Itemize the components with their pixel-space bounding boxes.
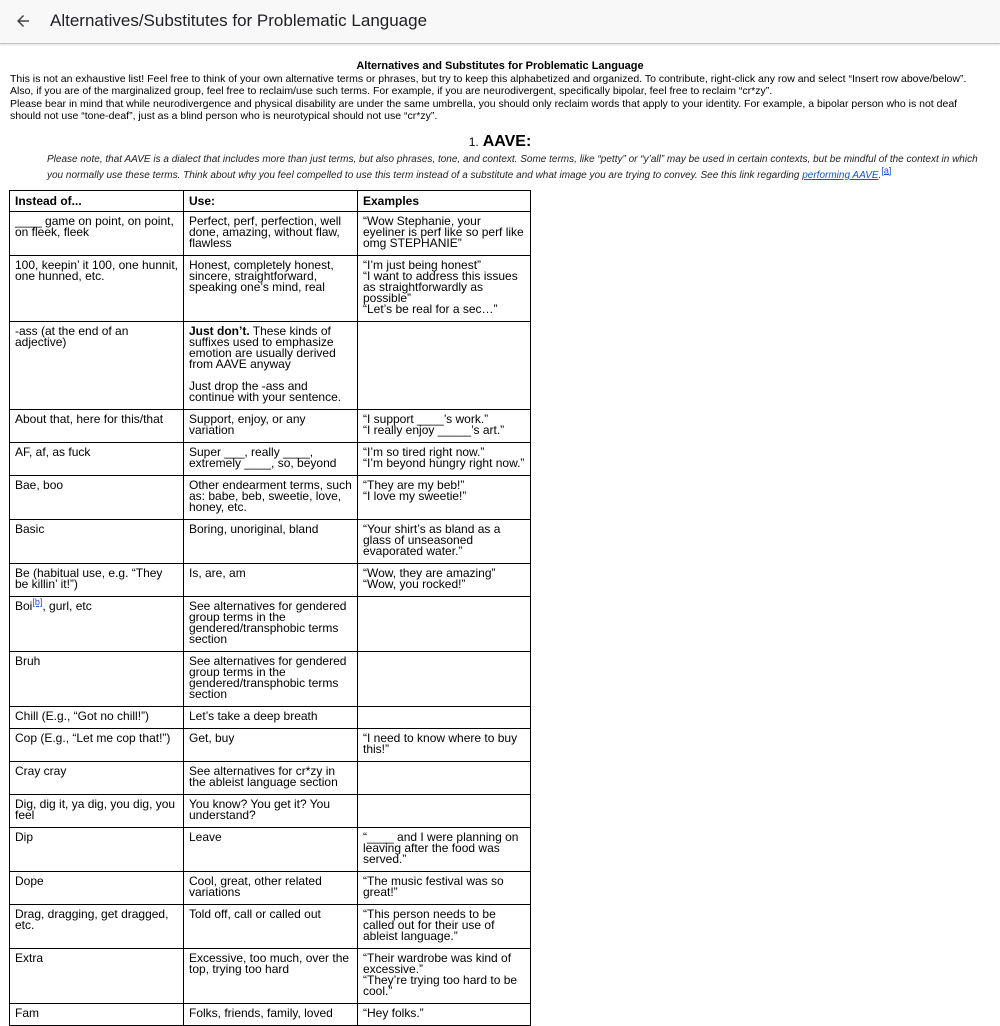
example-line: “Hey folks.” (363, 1006, 424, 1020)
instead-cell: Dig, dig it, ya dig, you dig, you feel (10, 795, 184, 828)
use-cell: Perfect, perf, perfection, well done, amazing, without flaw, flawless (184, 212, 358, 256)
table-row (10, 949, 531, 1004)
examples-cell (358, 872, 531, 905)
instead-cell: Cray cray (10, 762, 184, 795)
instead-cell: AF, af, as fuck (10, 443, 184, 476)
example-line: “They’re trying too hard to be cool.” (363, 973, 518, 998)
instead-text: Boi (15, 599, 33, 613)
examples-cell (358, 949, 531, 1004)
examples-cell (358, 564, 531, 597)
examples-cell (358, 828, 531, 872)
header-use: Use: (184, 191, 358, 212)
example-line: “I support ____’s work.” (363, 412, 489, 426)
instead-cell: Drag, dragging, get dragged, etc. (10, 905, 184, 949)
section-note (47, 152, 990, 183)
use-extra: Just drop the -ass and continue with your sentence. (189, 379, 342, 404)
header-examples: Examples (358, 191, 531, 212)
table-row (10, 707, 531, 729)
instead-cell: -ass (at the end of an adjective) (10, 322, 184, 410)
instead-text: , gurl, etc (42, 599, 92, 613)
examples-cell (358, 212, 531, 256)
table-row (10, 476, 531, 520)
examples-cell (358, 762, 531, 795)
example-line: “I want to address this issues as straightforwardly as possible” (363, 269, 518, 305)
example-line: “Their wardrobe was kind of excessive.” (363, 951, 512, 976)
example-line: “Wow, they are amazing” (363, 566, 496, 580)
table-row (10, 597, 531, 652)
document-body (10, 60, 990, 183)
use-cell: Other endearment terms, such as: babe, beb, sweetie, love, honey, etc. (184, 476, 358, 520)
header-instead-of: Instead of... (10, 191, 184, 212)
instead-cell: Dope (10, 872, 184, 905)
use-cell: Cool, great, other related variations (184, 872, 358, 905)
examples-cell (358, 410, 531, 443)
use-cell: Boring, unoriginal, bland (184, 520, 358, 564)
use-cell: Excessive, too much, over the top, trying too hard (184, 949, 358, 1004)
examples-cell (358, 476, 531, 520)
table-row (10, 905, 531, 949)
examples-cell (358, 707, 531, 729)
example-line: “I need to know where to buy this!” (363, 731, 518, 756)
terms-table (9, 190, 531, 1026)
intro-paragraph: This is not an exhaustive list! Feel free to think of your own alternative terms or phrases, but try to keep this alphabetized and organized. To contribute, right-click any row and select “Insert row above/below”. (10, 73, 967, 85)
example-line: “They are my beb!” (363, 478, 465, 492)
use-cell (184, 322, 358, 410)
instead-cell: Dip (10, 828, 184, 872)
table-row (10, 520, 531, 564)
example-line: “I really enjoy _____’s art.” (363, 423, 505, 437)
use-cell: Super ___, really ____, extremely ____, so, beyond (184, 443, 358, 476)
use-cell: Get, buy (184, 729, 358, 762)
example-line: “The music festival was so great!” (363, 874, 504, 899)
table-row (10, 762, 531, 795)
example-line: “Wow Stephanie, your eyeliner is perf like so perf like omg STEPHANIE” (363, 214, 524, 250)
example-line: “This person needs to be called out for their use of ableist language.” (363, 907, 496, 943)
example-line: “I’m so tired right now.” (363, 445, 485, 459)
section-note-text: Please note, that AAVE is a dialect that includes more than just terms, but also phrases, tone, and context. Some terms, like “petty” or “y’all” may be used in certain contexts, but be mindful of the context in which you normally use these terms. Think about why you feel compelled to use this term instead of a substitute and what image you are trying to convey. See this link regarding (47, 154, 978, 181)
use-text: These kinds of suffixes used to emphasize emotion are usually derived from AAVE anyway (189, 324, 336, 371)
table-row (10, 872, 531, 905)
example-line: “____ and I were planning on leaving after the food was served.” (363, 830, 519, 866)
intro-paragraph: Also, if you are of the marginalized group, feel free to reclaim/use such terms. For example, if you are neurodivergent, specifically bipolar, feel free to reclaim “cr*zy”. (10, 85, 773, 98)
instead-cell: Cop (E.g., “Let me cop that!”) (10, 729, 184, 762)
table-row (10, 652, 531, 707)
examples-cell (358, 520, 531, 564)
use-emphasis: Just don’t. (189, 324, 250, 338)
example-line: “I love my sweetie!” (363, 489, 467, 503)
instead-cell: Extra (10, 949, 184, 1004)
footnote-a-link[interactable]: [a] (881, 165, 892, 176)
example-line: “I’m just being honest” (363, 258, 482, 272)
example-line: “I’m beyond hungry right now.” (363, 456, 525, 470)
use-cell: You know? You get it? You understand? (184, 795, 358, 828)
examples-cell (358, 905, 531, 949)
section-note-end: . (878, 169, 882, 181)
table-row (10, 212, 531, 256)
use-cell: See alternatives for gendered group terms in the gendered/transphobic terms section (184, 597, 358, 652)
table-row (10, 443, 531, 476)
example-line: “Wow, you rocked!” (363, 577, 466, 591)
table-row (10, 564, 531, 597)
instead-cell: Bae, boo (10, 476, 184, 520)
instead-cell (10, 597, 184, 652)
example-line: “Let’s be real for a sec…” (363, 302, 498, 316)
app-title: Alternatives/Substitutes for Problematic Language (50, 11, 428, 30)
examples-cell (358, 597, 531, 652)
footnote-b-link[interactable]: [b] (32, 597, 43, 607)
instead-cell: 100, keepin’ it 100, one hunnit, one hunned, etc. (10, 256, 184, 322)
use-cell: See alternatives for cr*zy in the ableist language section (184, 762, 358, 795)
instead-cell: About that, here for this/that (10, 410, 184, 443)
performing-aave-link[interactable]: performing AAVE (802, 169, 879, 181)
table-row (10, 828, 531, 872)
section-heading (10, 132, 990, 152)
instead-cell: ____ game on point, on point, on fleek, fleek (10, 212, 184, 256)
section-number: 1. (468, 135, 479, 150)
section-title: AAVE: (482, 133, 532, 151)
intro-text (10, 73, 990, 122)
use-cell: Support, enjoy, or any variation (184, 410, 358, 443)
table-row (10, 795, 531, 828)
examples-cell (358, 729, 531, 762)
use-cell: Is, are, am (184, 564, 358, 597)
instead-cell: Basic (10, 520, 184, 564)
instead-cell: Fam (10, 1004, 184, 1026)
table-header-row (10, 191, 531, 212)
examples-cell (358, 1004, 531, 1026)
table-row (10, 256, 531, 322)
arrow-left-icon (14, 12, 32, 30)
table-row (10, 729, 531, 762)
use-cell: Folks, friends, family, loved (184, 1004, 358, 1026)
instead-cell: Bruh (10, 652, 184, 707)
example-line: “Your shirt’s as bland as a glass of unseasoned evaporated water.” (363, 522, 501, 558)
use-cell: See alternatives for gendered group terms in the gendered/transphobic terms section (184, 652, 358, 707)
intro-paragraph: Please bear in mind that while neurodivergence and physical disability are under the same umbrella, you should only reclaim words that apply to your identity. For example, a bipolar person who is not deaf should not use “tone-deaf”, just as a blind person who is neurotypical should not use “cr*zy”. (10, 97, 958, 122)
use-cell: Let’s take a deep breath (184, 707, 358, 729)
examples-cell (358, 795, 531, 828)
use-cell: Told off, call or called out (184, 905, 358, 949)
instead-cell: Chill (E.g., “Got no chill!”) (10, 707, 184, 729)
use-cell: Honest, completely honest, sincere, straightforward, speaking one’s mind, real (184, 256, 358, 322)
use-cell: Leave (184, 828, 358, 872)
examples-cell (358, 443, 531, 476)
app-bar (0, 0, 1000, 44)
examples-cell (358, 256, 531, 322)
table-row (10, 410, 531, 443)
instead-cell: Be (habitual use, e.g. “They be killin’ it!”) (10, 564, 184, 597)
examples-cell (358, 322, 531, 410)
examples-cell (358, 652, 531, 707)
table-row (10, 1004, 531, 1026)
document-title: Alternatives and Substitutes for Problematic Language (356, 60, 644, 72)
back-button[interactable] (8, 6, 38, 36)
table-row (10, 322, 531, 410)
